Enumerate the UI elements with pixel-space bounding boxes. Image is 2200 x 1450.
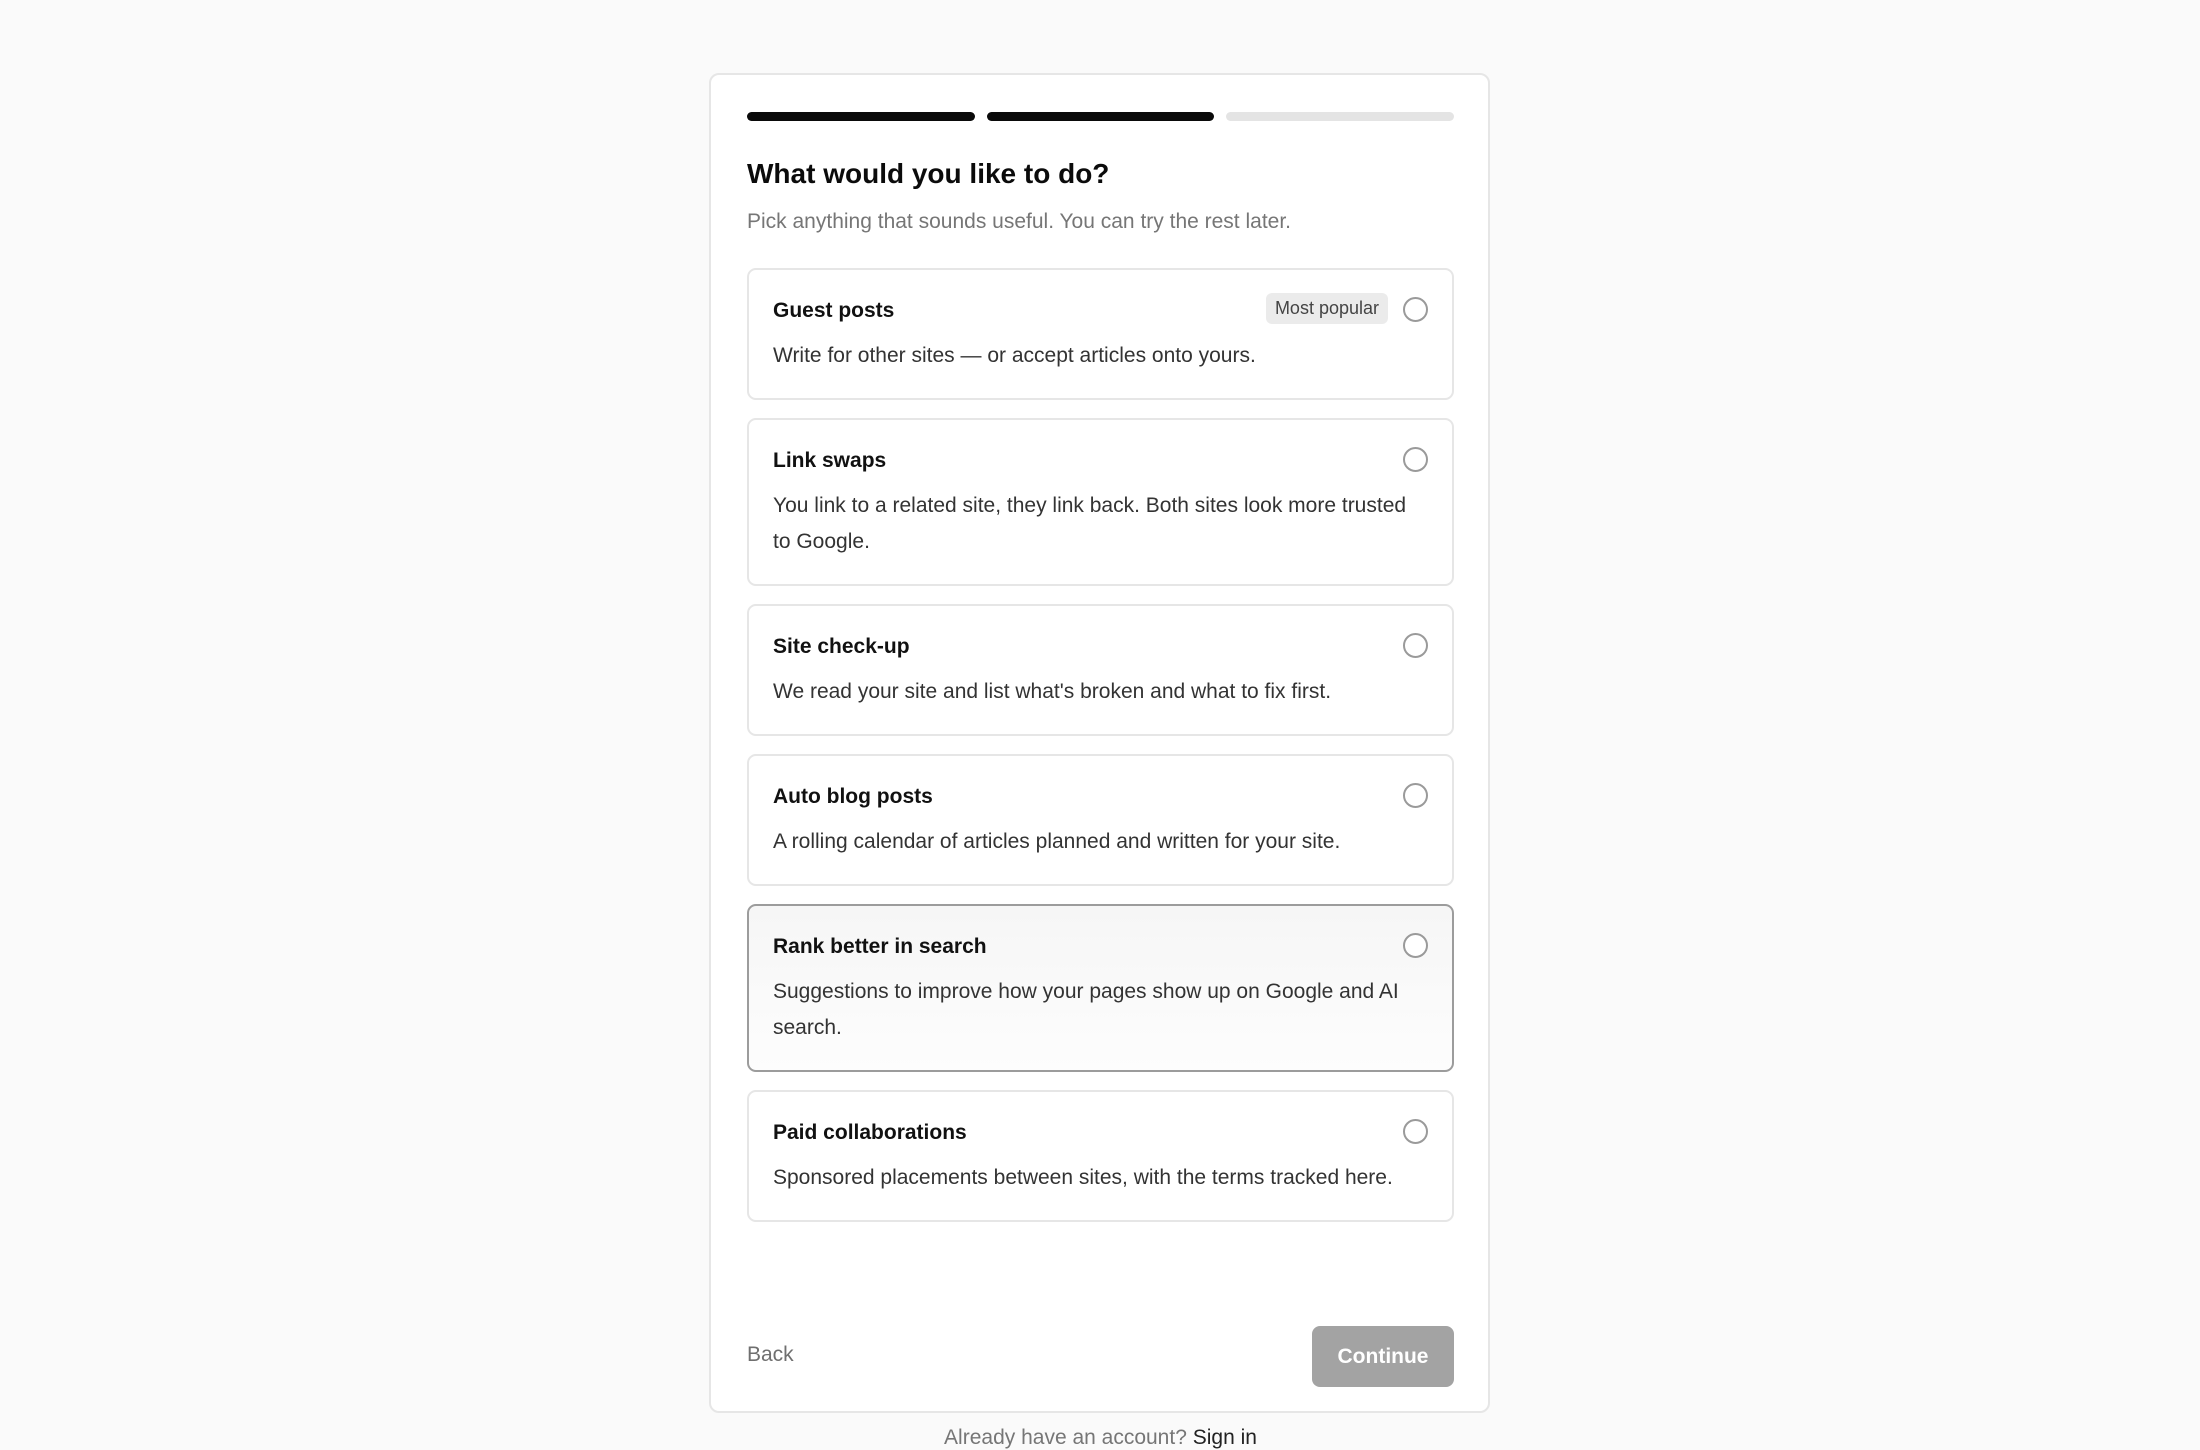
back-button[interactable]: Back [747,1343,794,1366]
option-description: You link to a related site, they link back. Both sites look more trusted to Google. [773,494,1407,553]
onboarding-card [709,73,1490,1449]
signin-link[interactable]: Sign in [1192,1426,1257,1449]
option-paid-collaborations[interactable] [747,1090,1454,1222]
option-rank-better-in-search[interactable] [747,904,1454,1072]
option-guest-posts[interactable] [747,268,1454,400]
option-auto-blog-posts[interactable] [747,754,1454,886]
page-subtitle: Pick anything that sounds useful. You can try the rest later. [747,210,1292,233]
progress-step-3 [1226,112,1454,121]
option-title: Auto blog posts [773,785,933,808]
option-description: A rolling calendar of articles planned and written for your site. [773,830,1341,853]
progress-step-2 [987,112,1215,121]
account-prompt-text: Already have an account? [944,1426,1187,1449]
continue-button[interactable]: Continue [1312,1326,1454,1387]
option-description: Suggestions to improve how your pages show up on Google and AI search. [773,980,1399,1039]
radio-button[interactable] [1403,783,1428,808]
radio-button[interactable] [1403,633,1428,658]
option-description: Sponsored placements between sites, with the terms tracked here. [773,1166,1393,1189]
option-title: Paid collaborations [773,1121,967,1144]
radio-button[interactable] [1403,447,1428,472]
page-title: What would you like to do? [747,158,1110,189]
progress-step-1 [747,112,975,121]
signin-prompt [747,1426,1454,1450]
option-description: Write for other sites — or accept articles onto yours. [773,344,1256,367]
radio-button[interactable] [1403,1119,1428,1144]
option-description: We read your site and list what's broken and what to fix first. [773,680,1332,703]
option-title: Site check-up [773,635,910,658]
option-title: Guest posts [773,299,895,322]
most-popular-badge: Most popular [1266,293,1388,324]
option-title: Link swaps [773,449,887,472]
option-link-swaps[interactable] [747,418,1454,586]
option-site-check-up[interactable] [747,604,1454,736]
radio-button[interactable] [1403,297,1428,322]
progress-bar [747,112,1454,121]
radio-button[interactable] [1403,933,1428,958]
option-title: Rank better in search [773,935,987,958]
